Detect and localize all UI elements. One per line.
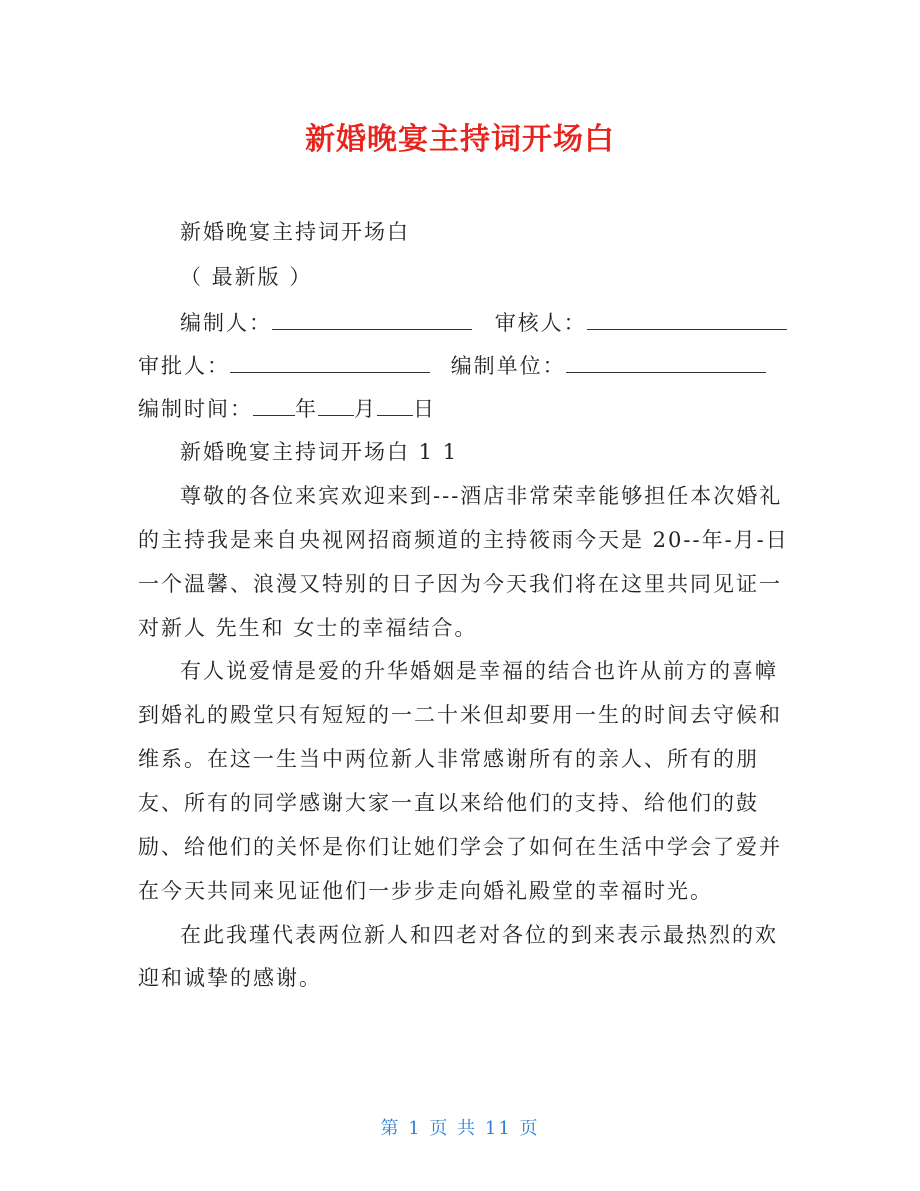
approver-label: 审批人： xyxy=(138,354,230,378)
day-label: 日 xyxy=(413,397,436,421)
document-subtitle: 新婚晚宴主持词开场白 xyxy=(180,220,410,244)
day-blank xyxy=(377,393,413,416)
unit-blank xyxy=(566,350,766,373)
body-line: 到婚礼的殿堂只有短短的一二十米但却要用一生的时间去守候和 xyxy=(138,703,782,727)
reviewer-label: 审核人： xyxy=(494,311,587,335)
approver-unit-row xyxy=(138,350,788,381)
body-line: 的主持我是来自央视网招商频道的主持筱雨今天是 20--年-月-日 xyxy=(138,528,789,552)
footer-prefix: 第 xyxy=(380,1118,401,1139)
body-line: 维系。在这一生当中两位新人非常感谢所有的亲人、所有的朋 xyxy=(138,747,759,771)
time-label: 编制时间： xyxy=(138,397,253,421)
year-label: 年 xyxy=(295,397,318,421)
time-row xyxy=(138,393,788,424)
editor-label: 编制人： xyxy=(180,311,272,335)
footer-middle: 页 共 xyxy=(429,1118,478,1139)
body-line: 励、给他们的关怀是你们让她们学会了如何在生活中学会了爱并 xyxy=(138,835,782,859)
body-line: 在此我瑾代表两位新人和四老对各位的到来表示最热烈的欢 xyxy=(180,923,778,947)
month-label: 月 xyxy=(354,397,377,421)
body-line: 迎和诚挚的感谢。 xyxy=(138,966,322,990)
body-line: 对新人 先生和 女士的幸福结合。 xyxy=(138,616,478,640)
footer-suffix: 页 xyxy=(519,1118,540,1139)
body-line: 友、所有的同学感谢大家一直以来给他们的支持、给他们的鼓 xyxy=(138,791,759,815)
footer-total-pages: 11 xyxy=(484,1118,512,1139)
editor-reviewer-row xyxy=(180,307,830,338)
year-blank xyxy=(253,393,295,416)
body-line: 尊敬的各位来宾欢迎来到---酒店非常荣幸能够担任本次婚礼 xyxy=(180,484,783,508)
edition-note: （ 最新版 ） xyxy=(180,265,313,289)
body-line: 一个温馨、浪漫又特别的日子因为今天我们将在这里共同见证一 xyxy=(138,572,782,596)
body-line: 在今天共同来见证他们一步步走向婚礼殿堂的幸福时光。 xyxy=(138,879,713,903)
document-title: 新婚晚宴主持词开场白 xyxy=(305,122,615,157)
unit-label: 编制单位： xyxy=(450,354,566,378)
footer-page-number: 1 xyxy=(408,1118,422,1139)
month-blank xyxy=(318,393,354,416)
reviewer-blank xyxy=(587,307,787,330)
editor-blank xyxy=(272,307,472,330)
body-line: 有人说爱情是爱的升华婚姻是幸福的结合也许从前方的喜幛 xyxy=(180,659,778,683)
approver-blank xyxy=(230,350,430,373)
section-heading: 新婚晚宴主持词开场白 1 1 xyxy=(180,440,459,464)
page-footer xyxy=(0,1114,920,1140)
